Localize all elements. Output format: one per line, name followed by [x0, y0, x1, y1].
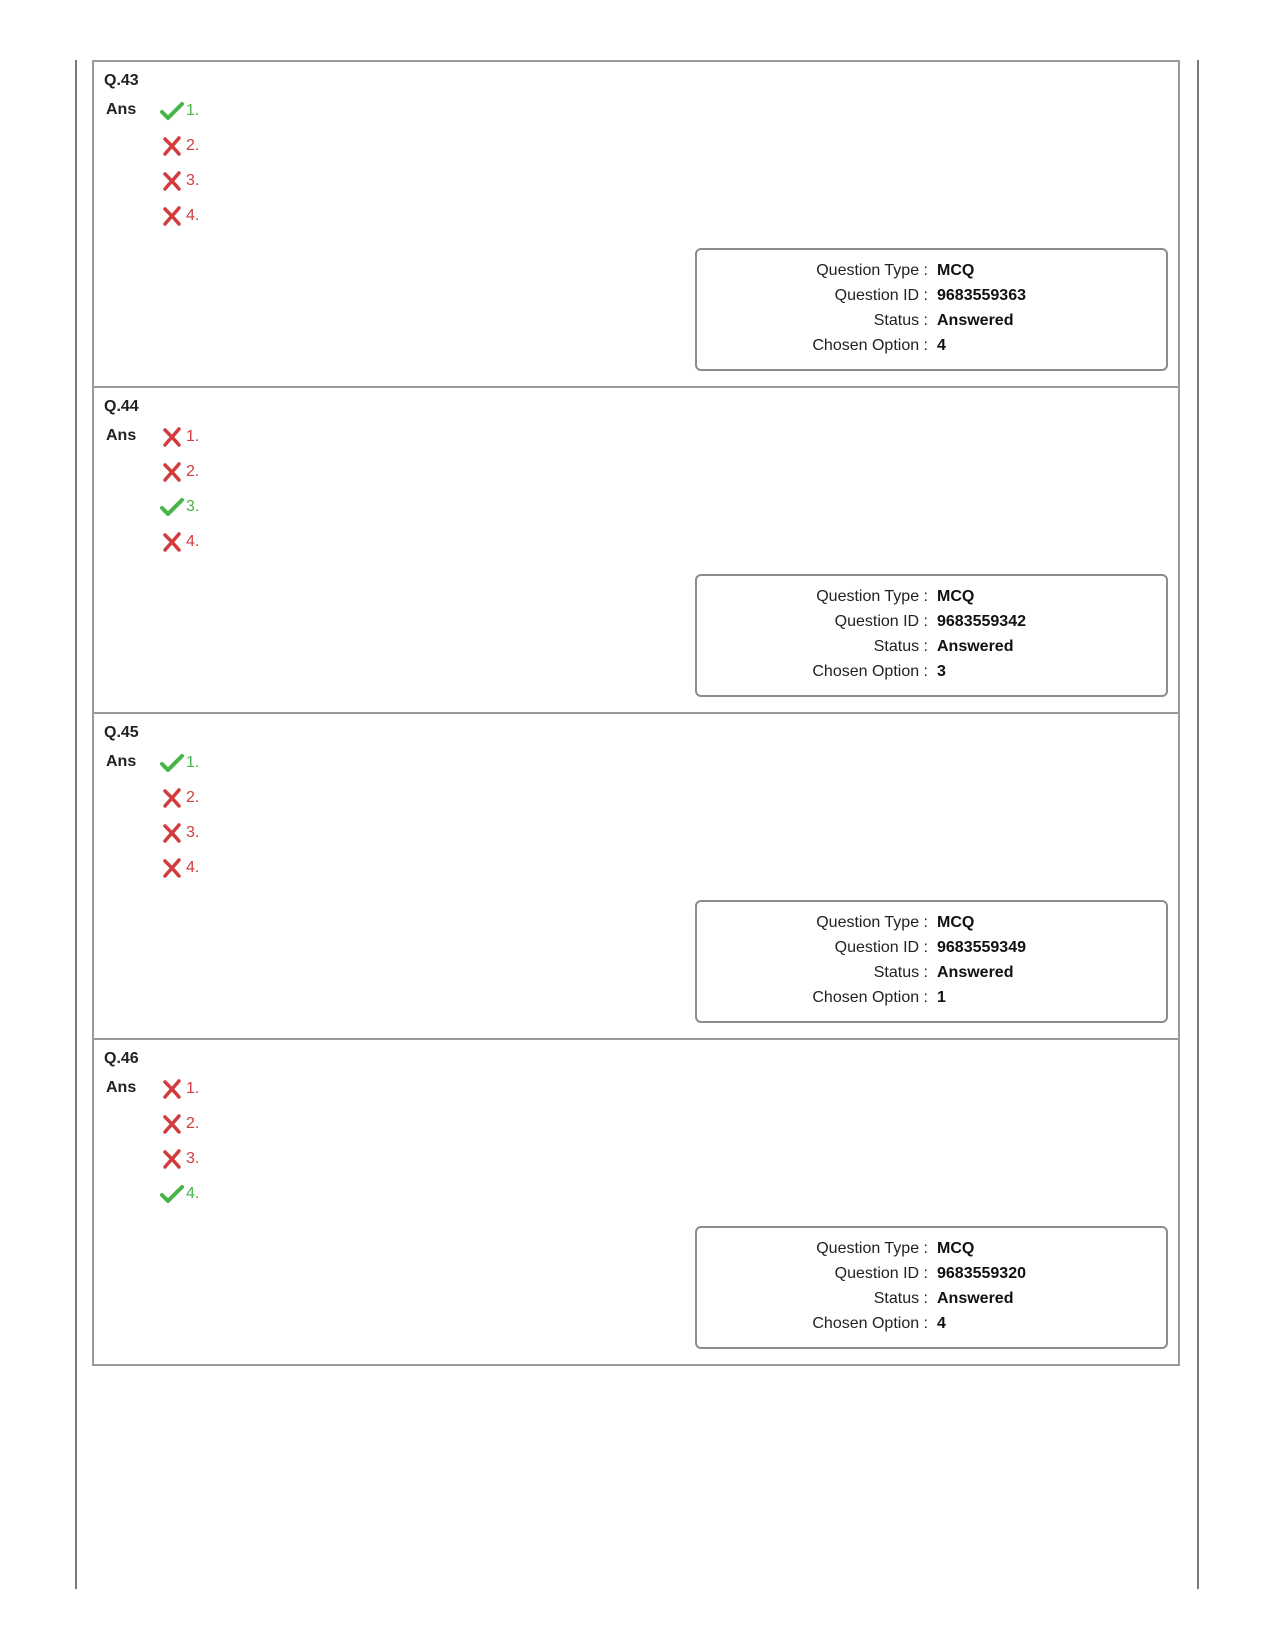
option-item: [160, 1182, 199, 1206]
cross-mark-icon: [160, 531, 184, 553]
question-info-box: [695, 248, 1168, 371]
question-id-value: 9683559349: [937, 939, 1026, 956]
option-label: 3.: [186, 1150, 200, 1167]
question-type-value: MCQ: [937, 1240, 975, 1257]
question-id-value: 9683559363: [937, 287, 1026, 304]
question-number: Q.45: [104, 724, 139, 741]
check-mark-icon: [160, 100, 184, 122]
option-item: [160, 1147, 199, 1171]
question-number: Q.43: [104, 72, 139, 89]
answer-label: Ans: [106, 427, 137, 444]
cross-mark-icon: [160, 787, 184, 809]
cross-mark-icon: [160, 205, 184, 227]
question-number: Q.46: [104, 1050, 139, 1067]
cross-mark-icon: [160, 857, 184, 879]
question-type-value: MCQ: [937, 588, 975, 605]
page-right-rule: [1197, 60, 1199, 1589]
answer-label: Ans: [106, 101, 137, 118]
status-label: Status :: [873, 1290, 928, 1307]
chosen-option-value: 3: [937, 663, 946, 680]
option-label: 4.: [186, 533, 200, 550]
question-info-box: [695, 1226, 1168, 1349]
option-item: [160, 786, 199, 810]
question-id-value: 9683559342: [937, 613, 1026, 630]
chosen-option-label: Chosen Option :: [812, 663, 928, 680]
question-panel: [92, 712, 1180, 1040]
status-value: Answered: [937, 1290, 1014, 1307]
question-type-label: Question Type :: [816, 262, 928, 279]
question-type-label: Question Type :: [816, 914, 928, 931]
question-info-box: [695, 900, 1168, 1023]
option-item: [160, 495, 199, 519]
question-id-label: Question ID :: [834, 613, 928, 630]
option-item: [160, 169, 199, 193]
option-label: 2.: [186, 463, 200, 480]
check-mark-icon: [160, 752, 184, 774]
status-label: Status :: [873, 964, 928, 981]
option-item: [160, 530, 199, 554]
cross-mark-icon: [160, 1148, 184, 1170]
cross-mark-icon: [160, 461, 184, 483]
option-item: [160, 821, 199, 845]
chosen-option-value: 1: [937, 989, 946, 1006]
question-type-value: MCQ: [937, 914, 975, 931]
answer-label: Ans: [106, 1079, 137, 1096]
question-type-label: Question Type :: [816, 1240, 928, 1257]
check-mark-icon: [160, 1183, 184, 1205]
cross-mark-icon: [160, 1113, 184, 1135]
cross-mark-icon: [160, 170, 184, 192]
cross-mark-icon: [160, 1078, 184, 1100]
answer-label: Ans: [106, 753, 137, 770]
option-item: [160, 1077, 199, 1101]
status-value: Answered: [937, 638, 1014, 655]
question-id-value: 9683559320: [937, 1265, 1026, 1282]
option-label: 3.: [186, 498, 200, 515]
option-label: 2.: [186, 789, 200, 806]
option-label: 4.: [186, 859, 200, 876]
question-id-label: Question ID :: [834, 1265, 928, 1282]
option-label: 1.: [186, 754, 200, 771]
page-left-rule: [75, 60, 77, 1589]
question-panel: [92, 386, 1180, 714]
status-value: Answered: [937, 964, 1014, 981]
option-label: 1.: [186, 102, 200, 119]
option-label: 2.: [186, 1115, 200, 1132]
question-panel: [92, 60, 1180, 388]
chosen-option-value: 4: [937, 1315, 946, 1332]
option-item: [160, 99, 199, 123]
chosen-option-label: Chosen Option :: [812, 989, 928, 1006]
option-label: 4.: [186, 1185, 200, 1202]
option-label: 2.: [186, 137, 200, 154]
option-label: 3.: [186, 172, 200, 189]
status-label: Status :: [873, 312, 928, 329]
option-label: 1.: [186, 428, 200, 445]
question-info-box: [695, 574, 1168, 697]
option-item: [160, 425, 199, 449]
option-item: [160, 134, 199, 158]
chosen-option-value: 4: [937, 337, 946, 354]
cross-mark-icon: [160, 426, 184, 448]
option-item: [160, 460, 199, 484]
chosen-option-label: Chosen Option :: [812, 1315, 928, 1332]
check-mark-icon: [160, 496, 184, 518]
option-label: 1.: [186, 1080, 200, 1097]
option-item: [160, 204, 199, 228]
status-label: Status :: [873, 638, 928, 655]
option-item: [160, 1112, 199, 1136]
question-panel: [92, 1038, 1180, 1366]
chosen-option-label: Chosen Option :: [812, 337, 928, 354]
question-id-label: Question ID :: [834, 287, 928, 304]
cross-mark-icon: [160, 135, 184, 157]
question-id-label: Question ID :: [834, 939, 928, 956]
option-label: 3.: [186, 824, 200, 841]
option-item: [160, 751, 199, 775]
question-type-value: MCQ: [937, 262, 975, 279]
option-item: [160, 856, 199, 880]
cross-mark-icon: [160, 822, 184, 844]
question-number: Q.44: [104, 398, 139, 415]
option-label: 4.: [186, 207, 200, 224]
status-value: Answered: [937, 312, 1014, 329]
question-type-label: Question Type :: [816, 588, 928, 605]
